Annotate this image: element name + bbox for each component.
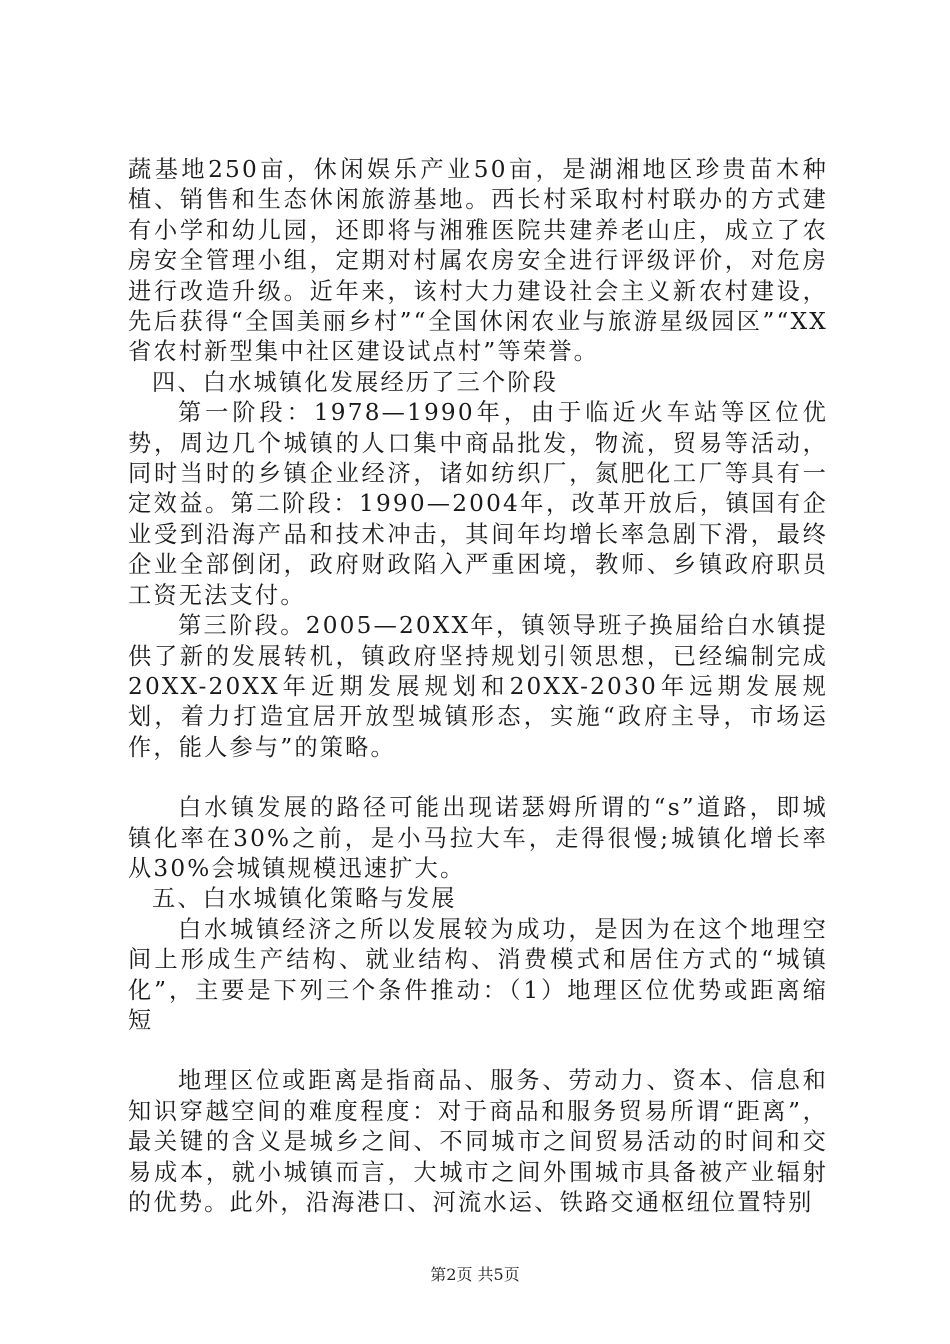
paragraph-stages-one-two: 第一阶段：1978—1990年，由于临近火车站等区位优势，周边几个城镇的人口集中商品批发，物流，贸易等活动，同时当时的乡镇企业经济，诸如纺织厂，氮肥化工厂等具有一定效益。第二阶段：1990—2004年，改革开放后，镇国有企业受到沿海产品和技术冲击，其间年均增长率急剧下滑，最终企业全部倒闭，政府财政陷入严重困境，教师、乡镇政府职员工资无法支付。 <box>128 399 828 609</box>
paragraph-gap <box>128 763 828 793</box>
paragraph-stage-three: 第三阶段。2005—20XX年，镇领导班子换届给白水镇提供了新的发展转机，镇政府坚持规划引领思想，已经编制完成20XX-20XX年近期发展规划和20XX-2030年远期发展规划，着力打造宜居开放型城镇形态，实施“政府主导，市场运作，能人参与”的策略。 <box>128 612 828 761</box>
paragraph-urbanization-conditions: 白水城镇经济之所以发展较为成功，是因为在这个地理空间上形成生产结构、就业结构、消费模式和居住方式的“城镇化”，主要是下列三个条件推动：（1）地理区位优势或距离缩短 <box>128 915 828 1034</box>
document-body <box>128 155 828 1218</box>
page-number-footer: 第2页 共5页 <box>430 1265 520 1284</box>
paragraph-gap <box>128 1036 828 1066</box>
paragraph-location-distance: 地理区位或距离是指商品、服务、劳动力、资本、信息和知识穿越空间的难度程度：对于商品和服务贸易所谓“距离”，最关键的含义是城乡之间、不同城市之间贸易活动的时间和交易成本，就小城镇而言，大城市之间外围城市具备被产业辐射的优势。此外，沿海港口、河流水运、铁路交通枢纽位置特别 <box>128 1067 828 1216</box>
section-heading-four: 四、白水城镇化发展经历了三个阶段 <box>152 368 559 396</box>
section-heading-five: 五、白水城镇化策略与发展 <box>152 885 457 913</box>
paragraph-s-curve: 白水镇发展的路径可能出现诺瑟姆所谓的“s”道路，即城镇化率在30%之前，是小马拉大车，走得很慢;城镇化增长率从30%会城镇规模迅速扩大。 <box>128 794 828 882</box>
paragraph-continuation: 蔬基地250亩，休闲娱乐产业50亩，是湖湘地区珍贵苗木种植、销售和生态休闲旅游基地。西长村采取村村联办的方式建有小学和幼儿园，还即将与湘雅医院共建养老山庄，成立了农房安全管理小组，定期对村属农房安全进行评级评价，对危房进行改造升级。近年来，该村大力建设社会主义新农村建设，先后获得“全国美丽乡村”“全国休闲农业与旅游星级园区”“XX省农村新型集中社区建设试点村”等荣誉。 <box>128 156 828 366</box>
